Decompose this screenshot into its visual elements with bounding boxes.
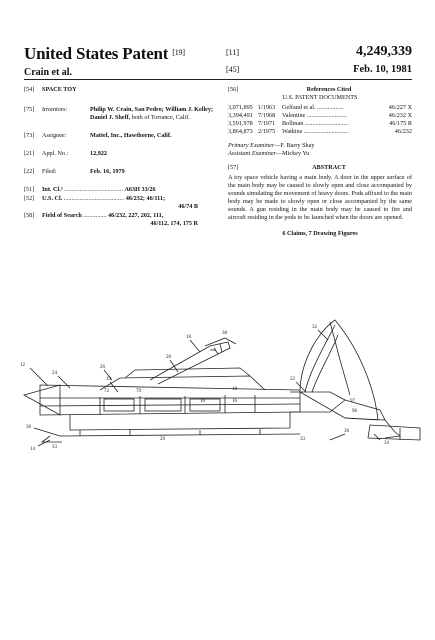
reference-numeral: 24 [52, 371, 57, 376]
abstract-text: A toy space vehicle having a main body. A door in the upper surface of the main body may be caused to slowly open and close accompanied by sounds simulating the movement of heavy doors. Pods affixed to the main body may be made to slowly open or close accompanied by the same sounds. A gun residing in the main body may be caused to fire and aircraft residing in the pods to be launched when the doors are opened. [228, 174, 412, 221]
reference-numeral: 30 [26, 425, 31, 430]
references-column [228, 86, 412, 238]
reference-name: Watkins ............................. [282, 128, 349, 135]
reference-numeral: 26 [100, 365, 105, 370]
reference-numeral: 33 [300, 437, 305, 442]
patent-number: 4,249,339 [356, 44, 412, 59]
field-assignee: [73] Assignee: Mattel, Inc., Hawthorne, Calif. [24, 132, 172, 139]
patent-drawing [0, 300, 435, 640]
reference-numeral: 36 [344, 429, 349, 434]
reference-numeral: 70 [136, 389, 141, 394]
nose-cone [24, 385, 60, 415]
reference-numeral: 18 [232, 387, 237, 392]
patent-number-row: [11] 4,249,339 [226, 44, 412, 59]
reference-date: 7/1971 [258, 120, 276, 127]
assistant-examiner: Assistant Examiner—Mickey Yu [228, 150, 310, 157]
field-inventors: [75] Inventors: Philip W. Crain, San Pedro; William J. Kelley; Daniel J. Sheff, both of Torrance, Calif. [24, 106, 214, 121]
field-us-cl: [52] U.S. Cl. ....................................... 46/232; 46/111; 46/74 B [24, 195, 198, 210]
abstract-header: [57] ABSTRACT [228, 164, 346, 171]
reference-numeral: 16 [232, 399, 237, 404]
field-filed: [22] Filed: Feb. 16, 1979 [24, 168, 125, 175]
primary-examiner: Primary Examiner—F. Barry Shay [228, 142, 315, 149]
reference-cls: 46/232 [394, 128, 412, 135]
reference-name: Gelfand et al. ................. [282, 104, 344, 111]
header-rule [24, 79, 412, 80]
reference-cls: 46/227 X [388, 104, 412, 111]
reference-numeral: 22 [290, 377, 295, 382]
field-int-cl: [51] Int. Cl.³ ...................................... A63H 33/26 [24, 186, 156, 193]
invention-title: SPACE TOY [42, 86, 77, 93]
reference-numeral: 14 [30, 447, 35, 452]
header-left [24, 44, 185, 78]
reference-num: 3,071,895 [228, 104, 253, 111]
reference-numeral: 12 [20, 363, 25, 368]
references-subtitle: U.S. PATENT DOCUMENTS [282, 94, 358, 101]
references-header: [56] References Cited [228, 86, 352, 93]
reference-numeral: 72 [104, 389, 109, 394]
field-of-search: [58] Field of Search ............... 46/232, 227, 202, 111, 46/112, 174, 175 R [24, 212, 198, 227]
reference-num: 3,591,978 [228, 120, 253, 127]
field-appl-no: [21] Appl. No.: 12,922 [24, 150, 108, 157]
reference-numeral: 34 [384, 441, 389, 446]
reference-numeral: 18 [186, 335, 191, 340]
reference-numeral: 19 [106, 377, 111, 382]
reference-date: 1/1963 [258, 104, 276, 111]
patent-date-row: [45] Feb. 10, 1981 [226, 64, 412, 75]
field-title: [54] SPACE TOY [24, 86, 220, 94]
reference-numeral: 16 [200, 399, 205, 404]
reference-numeral: 98 [352, 409, 357, 414]
reference-row [228, 112, 412, 120]
reference-numeral: 38 [222, 331, 227, 336]
reference-numeral: 28 [166, 355, 171, 360]
reference-numeral: 97 [350, 399, 355, 404]
reference-date: 7/1968 [258, 112, 276, 119]
references-list [228, 104, 412, 136]
reference-row [228, 104, 412, 112]
reference-num: 3,864,873 [228, 128, 253, 135]
fuselage-outline [40, 385, 300, 415]
reference-numeral: 32 [312, 325, 317, 330]
reference-row [228, 120, 412, 128]
reference-name: Bollman ............................ [282, 120, 349, 127]
reference-cls: 46/175 R [389, 120, 412, 127]
patent-date: Feb. 10, 1981 [353, 64, 412, 75]
reference-numeral: 20 [160, 437, 165, 442]
bibliographic-column [24, 86, 220, 235]
reference-name: Valentine .......................... [282, 112, 348, 119]
inventor-line: Crain et al. [24, 67, 73, 78]
reference-cls: 46/232 X [388, 112, 412, 119]
reference-numeral: 33 [52, 445, 57, 450]
patent-office-title: United States Patent [19] [24, 44, 185, 63]
landing-skid [60, 434, 300, 436]
reference-date: 2/1975 [258, 128, 276, 135]
header-right [226, 44, 412, 75]
lower-hull [70, 412, 290, 430]
claims-figures: 6 Claims, 7 Drawing Figures [282, 230, 358, 237]
reference-row [228, 128, 412, 136]
reference-num: 3,394,491 [228, 112, 253, 119]
